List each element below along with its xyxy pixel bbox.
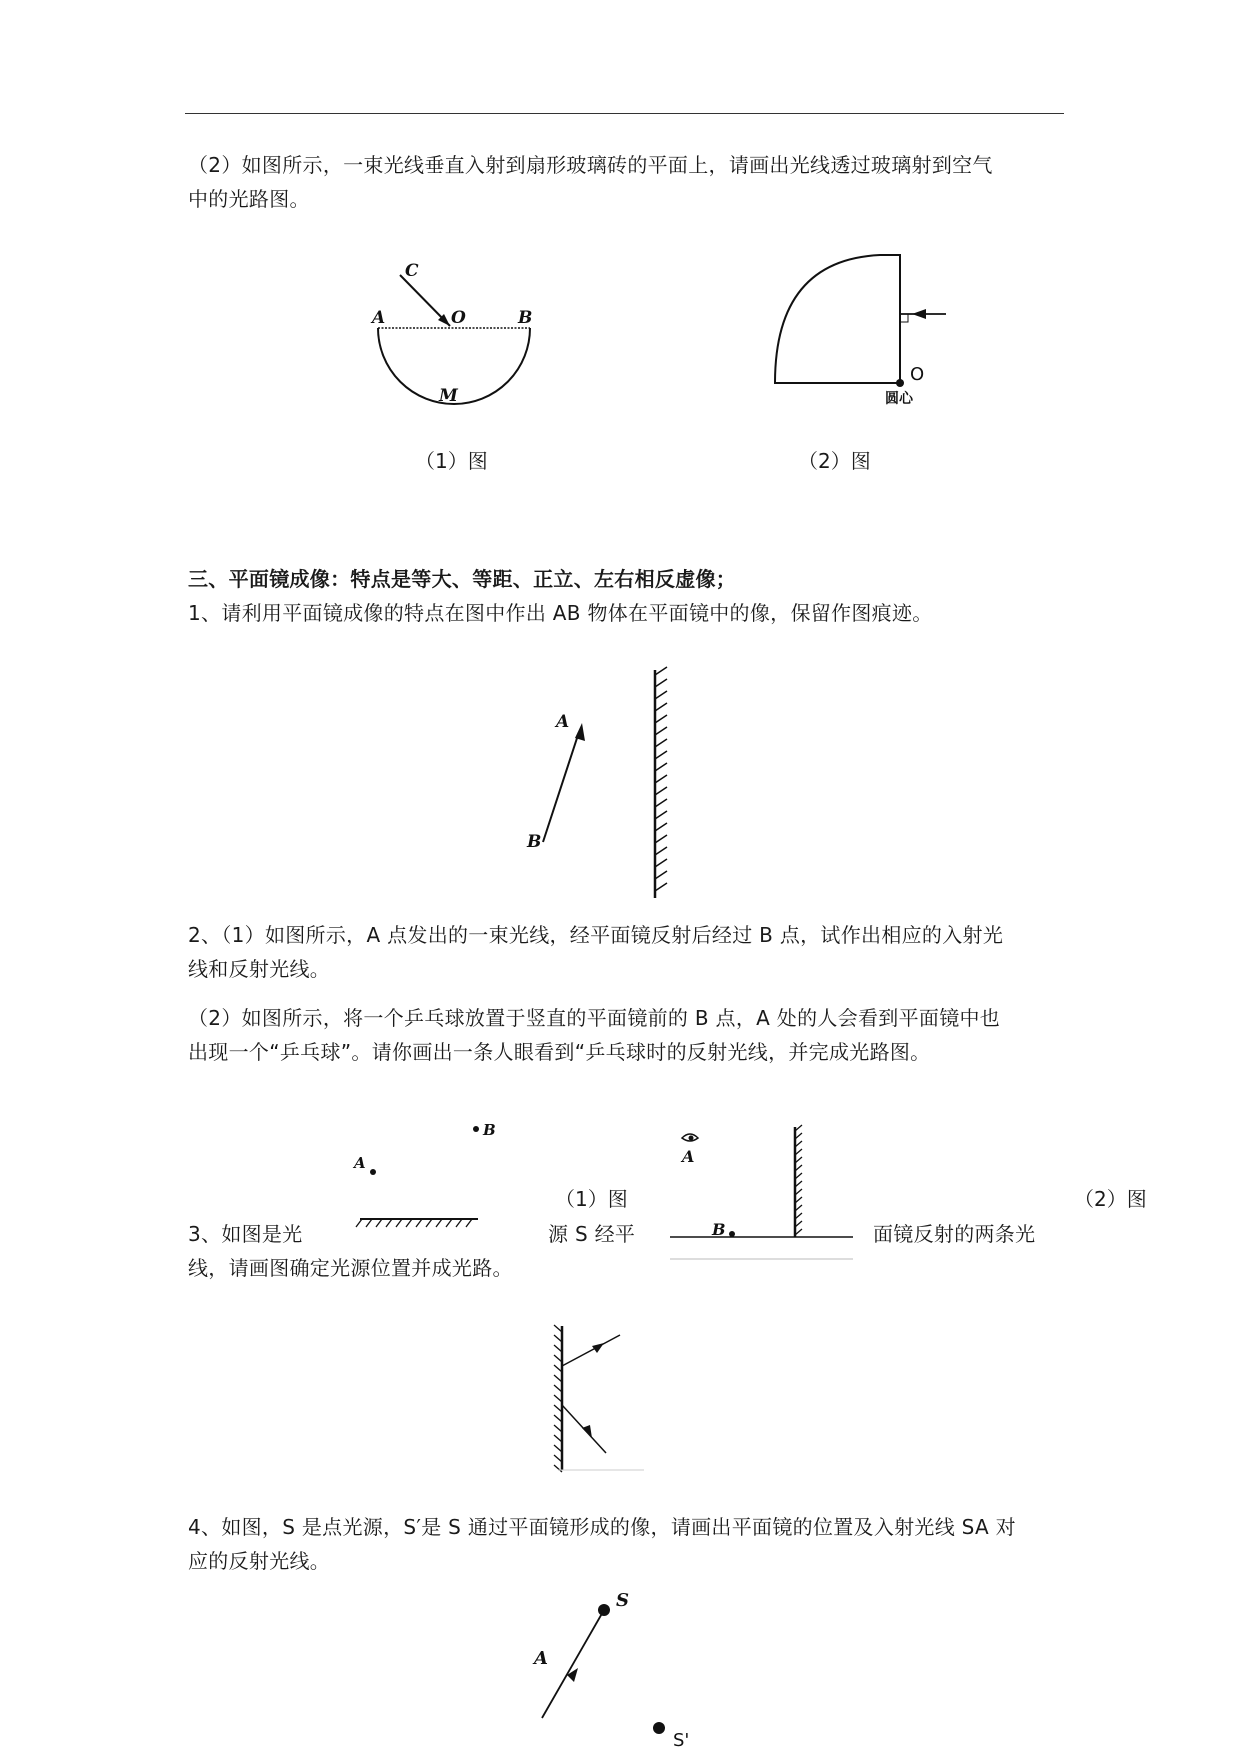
eye-pupil	[689, 1136, 694, 1141]
label-a: A	[534, 1648, 548, 1669]
figure-q2-2	[670, 1125, 855, 1265]
right-angle-mark	[900, 314, 908, 322]
figure-2-caption: （2）图	[798, 449, 871, 473]
section-3-heading: 三、平面镜成像：特点是等大、等距、正立、左右相反虚像；	[188, 567, 737, 591]
question-3-2-line2: 线和反射光线。	[188, 957, 331, 981]
label-a: A	[354, 1154, 366, 1172]
label-s: S	[616, 1590, 629, 1611]
label-b: B	[527, 832, 542, 852]
figure-quarter-circle	[770, 250, 970, 415]
label-b: B	[712, 1220, 726, 1239]
label-m: M	[439, 386, 458, 406]
incident-ray-sa	[542, 1610, 604, 1718]
figure-q2-1-caption: （1）图	[555, 1187, 628, 1211]
object-arrowhead	[575, 723, 585, 741]
question-3-3-part2: 源 S 经平	[548, 1222, 636, 1246]
ray-1-arrowhead	[592, 1343, 604, 1353]
label-o: O	[451, 308, 466, 328]
label-center: 圆心	[885, 391, 913, 407]
reflected-ray-1	[562, 1335, 620, 1366]
question-3-4-line2: 应的反射光线。	[188, 1549, 331, 1573]
point-b	[473, 1126, 479, 1132]
question-3-1: 1、请利用平面镜成像的特点在图中作出 AB 物体在平面镜中的像，保留作图痕迹。	[188, 601, 933, 625]
question-3-3-line2: 线，请画图确定光源位置并成光路。	[188, 1256, 513, 1280]
figure-ab-mirror	[515, 665, 695, 905]
figure-point-source	[520, 1588, 710, 1750]
figure-q2-2-caption: （2）图	[1074, 1187, 1147, 1211]
point-b	[729, 1231, 735, 1237]
question-3-3-part3: 面镜反射的两条光	[873, 1222, 1036, 1246]
label-a: A	[372, 308, 386, 328]
figure-1-caption: （1）图	[415, 449, 488, 473]
label-s-prime: S'	[673, 1730, 690, 1751]
label-c: C	[405, 261, 419, 281]
label-a: A	[682, 1147, 695, 1166]
incident-arrowhead	[912, 309, 926, 319]
label-o: O	[910, 364, 925, 385]
point-s-prime	[653, 1722, 665, 1734]
point-a	[370, 1169, 376, 1175]
question-3-3-part1: 3、如图是光	[188, 1222, 303, 1246]
mirror-hatching	[356, 1219, 472, 1227]
center-point	[896, 379, 904, 387]
label-b: B	[483, 1121, 496, 1139]
mirror-hatching	[655, 667, 667, 891]
glass-brick-outline	[775, 255, 900, 383]
question-2-2-line1: （2）如图所示，一束光线垂直入射到扇形玻璃砖的平面上，请画出光线透过玻璃射到空气	[188, 153, 993, 177]
object-ab	[543, 732, 579, 842]
question-3-2b-line2: 出现一个“乒乓球”。请你画出一条人眼看到“乒乓球时的反射光线，并完成光路图。	[188, 1040, 931, 1064]
label-a: A	[556, 712, 570, 732]
question-3-2b-line1: （2）如图所示，将一个乒乓球放置于竖直的平面镜前的 B 点，A 处的人会看到平面镜中也	[188, 1006, 1001, 1030]
figure-q2-1	[340, 1115, 500, 1235]
figure-two-reflected-rays	[540, 1320, 650, 1480]
header-rule	[185, 113, 1064, 114]
question-2-2-line2: 中的光路图。	[188, 187, 310, 211]
question-3-4-line1: 4、如图，S 是点光源，S′是 S 通过平面镜形成的像，请画出平面镜的位置及入射光线 SA 对	[188, 1515, 1016, 1539]
ray-2-arrowhead	[582, 1425, 592, 1438]
question-3-2-line1: 2、（1）如图所示，A 点发出的一束光线，经平面镜反射后经过 B 点，试作出相应的入射光	[188, 923, 1004, 947]
figure-semicircle	[360, 255, 550, 415]
label-b: B	[518, 308, 533, 328]
